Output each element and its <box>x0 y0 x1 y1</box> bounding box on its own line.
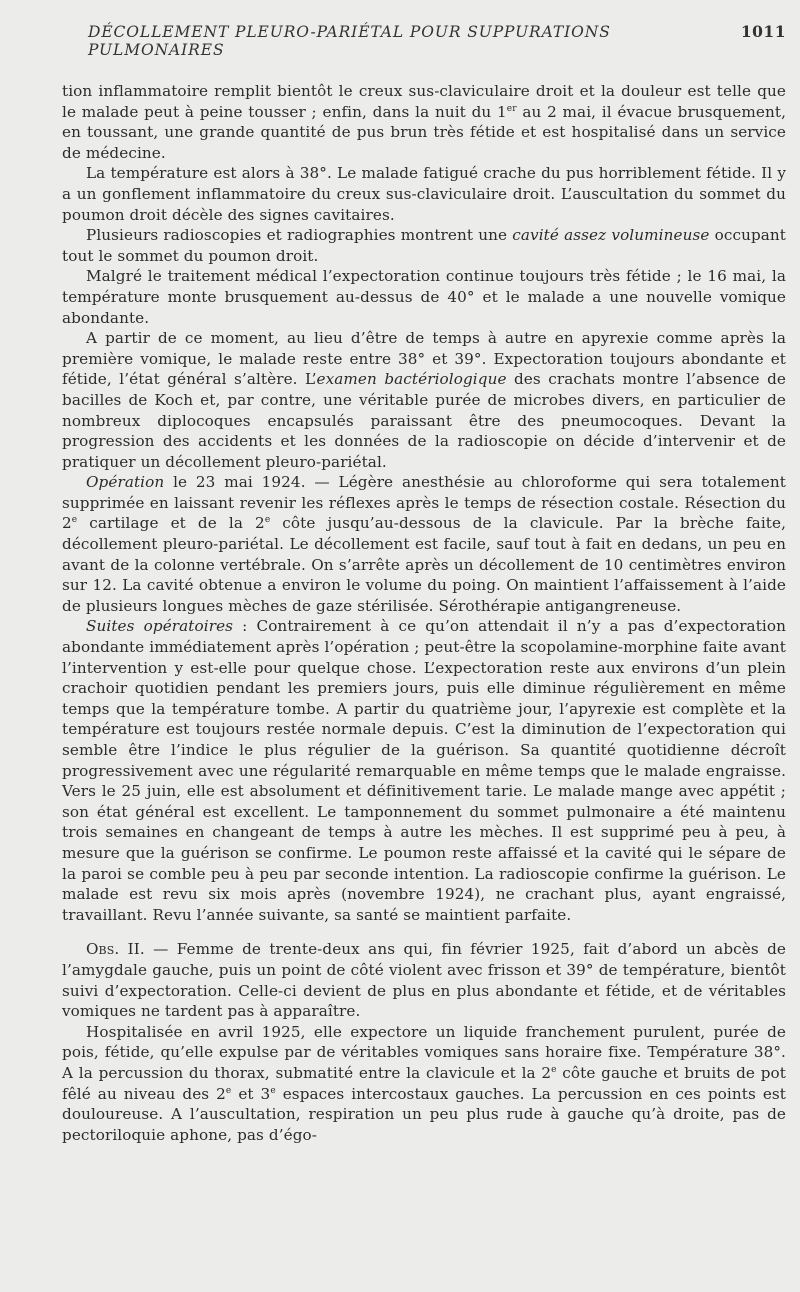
text-run: et 3 <box>231 1084 271 1103</box>
paragraph-8 <box>62 939 786 1021</box>
text-run: côte gauche et bruits de pot fêlé au niveau des 2 <box>62 1063 786 1103</box>
italic-text: examen bactériologique <box>316 370 507 389</box>
paragraph-1 <box>62 81 786 163</box>
text-run: Plusieurs radioscopies et radiographies montrent une <box>86 226 513 245</box>
paragraph-3 <box>62 225 786 266</box>
text-run: cartilage et de la 2 <box>77 514 265 533</box>
text-run: des crachats montre l’absence de bacilles de Koch et, par contre, une véritable purée de microbes divers, en particulier de nombreux diplocoques encapsulés paraissant être des pneumocoques. Devant la progression des accidents et les données de la radioscopie on décide d’intervenir et de pratiquer un décollement pleuro-pariétal. <box>62 370 786 471</box>
text-run: tion inflammatoire remplit bientôt le creux sus-claviculaire droit et la douleur est telle que le malade peut à peine tousser ; enfin, dans la nuit du 1 <box>62 82 786 121</box>
superscript: e <box>270 1085 276 1096</box>
italic-text: Opération <box>86 473 165 492</box>
paragraph-9 <box>62 1022 786 1146</box>
superscript: er <box>506 103 517 114</box>
page-number: 1011 <box>740 22 786 41</box>
superscript: e <box>551 1064 557 1075</box>
italic-text: cavité assez volumineuse <box>512 226 710 245</box>
text-run: occupant tout le sommet du poumon droit. <box>62 226 787 265</box>
paragraph-5 <box>62 328 786 472</box>
superscript: e <box>264 515 271 526</box>
italic-text: Suites opératoires <box>86 617 234 636</box>
paragraph-2: La température est alors à 38°. Le malade fatigué crache du pus horriblement fétide. Il y a un gonflement inflammatoire du creux sus-claviculaire droit. L’auscultation du sommet du poumon droit décèle des signes cavitaires. <box>62 164 786 224</box>
paragraph-4: Malgré le traitement médical l’expectoration continue toujours très fétide ; le 16 mai, la température monte brusquement au-dessus de 40° et le malade a une nouvelle vomique abondante. <box>62 267 786 327</box>
running-title: DÉCOLLEMENT PLEURO-PARIÉTAL POUR SUPPURATIONS PULMONAIRES <box>88 23 611 59</box>
text-run: Hospitalisée en avril 1925, elle expectore un liquide franchement purulent, purée de pois, fétide, qu’elle expulse par de véritables vomiques sans horaire fixe. Température 38°. A la percussion du thorax, submatité entre la clavicule et la 2 <box>62 1022 786 1082</box>
paragraph-7 <box>62 616 786 925</box>
text-run: côte jusqu’au-dessous de la clavicule. Par la brèche faite, décollement pleuro-pariétal. Le décollement est facile, sauf tout à fait en dedans, un peu en avant de la colonne vertébrale. On s’arrête après un décollement de 10 centimètres environ sur 12. La cavité obtenue a environ le volume du poing. On maintient l’affaissement à l’aide de plusieurs longues mèches de gaze stérilisée. Sérothérapie antigangreneuse. <box>62 514 786 615</box>
text-run: — Femme de trente-deux ans qui, fin février 1925, fait d’abord un abcès de l’amygdale gauche, puis un point de côté violent avec frisson et 39° de température, bientôt suivi d’expectoration. Celle-ci devient de plus en plus abondante et fétide, et de véritables vomiques ne tardent pas à apparaître. <box>62 940 787 1021</box>
running-header <box>88 22 786 59</box>
superscript: e <box>71 515 78 526</box>
text-run: au 2 mai, il évacue brusquement, en toussant, une grande quantité de pus brun très fétide et est hospitalisé dans un service de médecine. <box>62 102 786 162</box>
observation-label: Obs. II. <box>86 940 145 959</box>
text-run: le 23 mai 1924. — Légère anesthésie au chloroforme qui sera totalement supprimée en laissant revenir les réflexes après le temps de résection costale. Résection du 2 <box>62 473 786 533</box>
text-run: espaces intercostaux gauches. La percussion en ces points est douloureuse. A l’auscultation, respiration un peu plus rude à gauche qu’à droite, pas de pectoriloquie aphone, pas d’égo- <box>62 1084 786 1144</box>
superscript: e <box>225 1085 232 1096</box>
body-text <box>62 81 786 1145</box>
text-run: : Contrairement à ce qu’on attendait il n’y a pas d’expectoration abondante immédiatement après l’opération ; peut-être la scopolamine-morphine faite avant l’intervention y est-elle pour quelque chose. L’expectoration reste aux environs d’un plein crachoir quotidien pendant les premiers jours, puis elle diminue régulièrement en même temps que la température tombe. A partir du quatrième jour, l’apyrexie est complète et la température est toujours restée normale depuis. C’est la diminution de l’expectoration qui semble être l’indice le plus régulier de la guérison. Sa quantité quotidienne décroît progressivement avec une régularité remarquable en même temps que le malade engraisse. Vers le 25 juin, elle est absolument et définitivement tarie. Le malade mange avec appétit ; son état général est excellent. Le tamponnement du sommet pulmonaire a été maintenu trois semaines en changeant de temps à autre les mèches. Il est supprimé peu à peu, à mesure que la guérison se confirme. Le poumon reste affaissé et la cavité qui le sépare de la paroi se comble peu à peu par seconde intention. La radioscopie confirme la guérison. Le malade est revu six mois après (novembre 1924), ne crachant plus, ayant engraissé, travaillant. Revu l’année suivante, sa santé se maintient parfaite. <box>62 617 786 924</box>
text-run: A partir de ce moment, au lieu d’être de temps à autre en apyrexie comme après la première vomique, le malade reste entre 38° et 39°. Expectoration toujours abondante et fétide, l’état général s’altère. L’ <box>62 329 786 389</box>
paragraph-6 <box>62 472 786 616</box>
